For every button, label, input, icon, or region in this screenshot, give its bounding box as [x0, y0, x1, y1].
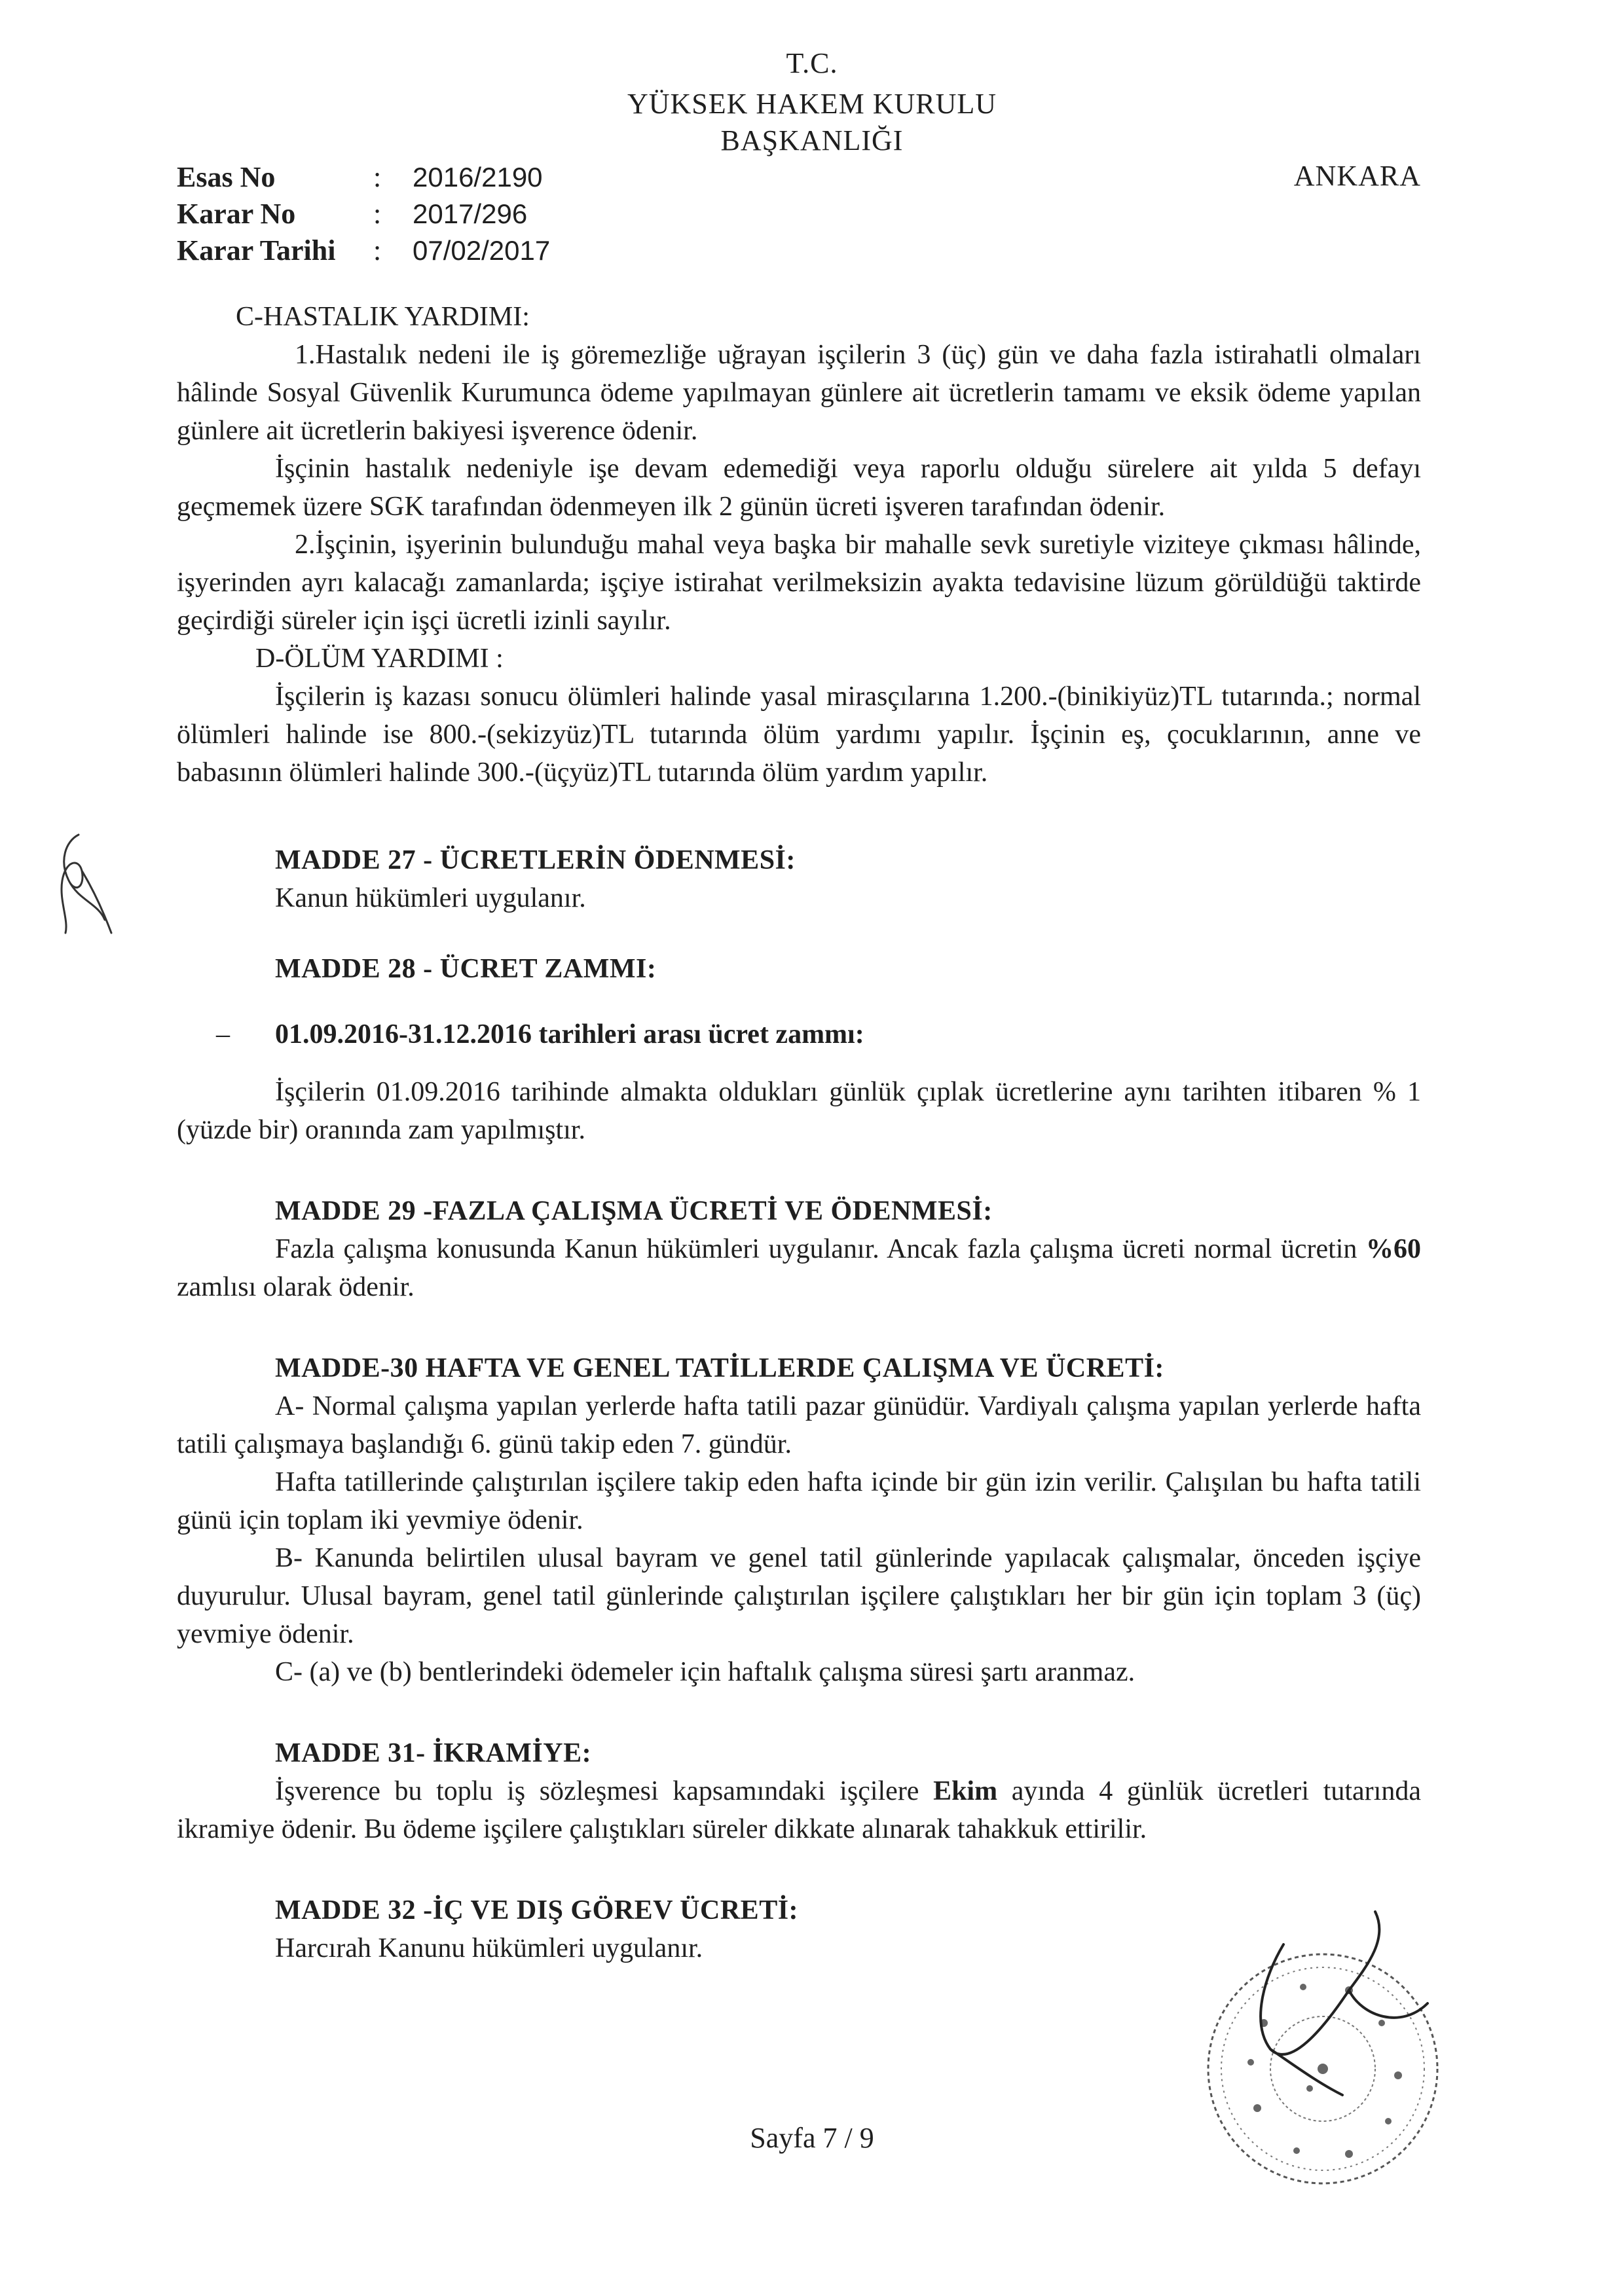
section-c-title: C-HASTALIK YARDIMI:: [236, 302, 530, 332]
section-d-paragraph-1: İşçilerin iş kazası sonucu ölümleri halinde yasal mirasçılarına 1.200.-(binikiyüz)TL tutarında.; normal ölümleri halinde ise 800.-(sekizyüz)TL tutarında ölüm yardımı yapılır. İşçinin eş, çocuklarının, anne ve babasının ölümleri halinde 300.-(üçyüz)TL tutarında ölüm yardım yapılır.: [177, 682, 1421, 788]
madde-31-title: MADDE 31- İKRAMİYE:: [275, 1738, 592, 1768]
header-presidency: BAŞKANLIĞI: [720, 124, 904, 156]
page-number: Sayfa 7 / 9: [750, 2122, 874, 2154]
madde-32-paragraph: Harcırah Kanunu hükümleri uygulanır.: [275, 1933, 703, 1963]
meta-colon: :: [373, 234, 382, 266]
meta-value: 07/02/2017: [413, 235, 551, 266]
document-body: [177, 298, 1421, 1967]
madde-31-month: Ekim: [933, 1776, 998, 1806]
madde-30-paragraph-a2: Hafta tatillerinde çalıştırılan işçilere takip eden hafta içinde bir gün izin verilir. Çalışılan bu hafta tatili günü için toplam iki yevmiye ödenir.: [177, 1467, 1421, 1535]
madde-31-paragraph: [177, 1772, 1421, 1848]
madde-27-paragraph: Kanun hükümleri uygulanır.: [275, 883, 586, 913]
meta-label: Esas No: [177, 161, 276, 193]
madde-27-title: MADDE 27 - ÜCRETLERİN ÖDENMESİ:: [275, 845, 796, 875]
madde-29-rate: %60: [1366, 1234, 1421, 1264]
section-c-paragraph-2: İşçinin hastalık nedeniyle işe devam edemediği veya raporlu olduğu sürelere ait yılda 5 defayı geçmemek üzere SGK tarafından ödenmeyen ilk 2 günün ücreti işveren tarafından ödenir.: [177, 454, 1421, 522]
madde-29-text-c: zamlısı olarak ödenir.: [177, 1272, 415, 1302]
handwritten-signature: [39, 822, 138, 939]
meta-label: Karar Tarihi: [177, 234, 336, 266]
header-tc: T.C.: [786, 47, 838, 79]
madde-30-paragraph-a: A- Normal çalışma yapılan yerlerde hafta tatili pazar günüdür. Vardiyalı çalışma yapılan yerlerde hafta tatili çalışmaya başlandığı 6. günü takip eden 7. gündür.: [177, 1391, 1421, 1459]
madde-31-text-c: ayında 4 günlük ücretleri tutarında ikramiye ödenir. Bu ödeme işçilere çalıştıkları süreler dikkate alınarak tahakkuk ettirilir.: [177, 1776, 1421, 1844]
meta-row-esas: [177, 159, 550, 196]
header-institution: YÜKSEK HAKEM KURULU: [627, 88, 997, 120]
madde-28-paragraph: İşçilerin 01.09.2016 tarihinde almakta oldukları günlük çıplak ücretlerine aynı tarihten itibaren % 1 (yüzde bir) oranında zam yapılmıştır.: [177, 1077, 1421, 1145]
madde-28-subheading: [177, 1015, 1421, 1053]
header-city: ANKARA: [1293, 160, 1421, 192]
madde-29-title: MADDE 29 -FAZLA ÇALIŞMA ÜCRETİ VE ÖDENMESİ:: [275, 1196, 993, 1226]
madde-32-title: MADDE 32 -İÇ VE DIŞ GÖREV ÜCRETİ:: [275, 1895, 799, 1925]
madde-31-text-a: İşverence bu toplu iş sözleşmesi kapsamındaki işçilere: [275, 1776, 934, 1806]
meta-colon: :: [373, 161, 382, 193]
madde-28-title: MADDE 28 - ÜCRET ZAMMI:: [275, 954, 657, 984]
meta-row-karar: [177, 196, 550, 232]
meta-value: 2016/2190: [413, 162, 543, 192]
madde-29-paragraph: [177, 1230, 1421, 1306]
case-meta: [177, 159, 550, 269]
madde-28-subtitle: 01.09.2016-31.12.2016 tarihleri arası ücret zammı:: [275, 1019, 864, 1049]
meta-label: Karar No: [177, 198, 296, 230]
madde-29-text-a: Fazla çalışma konusunda Kanun hükümleri uygulanır. Ancak fazla çalışma ücreti normal ücretin: [275, 1234, 1366, 1264]
madde-30-title: MADDE-30 HAFTA VE GENEL TATİLLERDE ÇALIŞMA VE ÜCRETİ:: [275, 1353, 1164, 1383]
meta-row-tarih: [177, 232, 550, 269]
madde-30-paragraph-c: C- (a) ve (b) bentlerindeki ödemeler için haftalık çalışma süresi şartı aranmaz.: [275, 1657, 1135, 1687]
official-stamp: [1153, 1899, 1480, 2193]
meta-value: 2017/296: [413, 198, 528, 229]
section-c-paragraph-1: 1.Hastalık nedeni ile iş göremezliğe uğrayan işçilerin 3 (üç) gün ve daha fazla istirahatli olmaları hâlinde Sosyal Güvenlik Kurumunca ödeme yapılmayan günlere ait ücretlerin tamamı ve eksik ödeme yapılan günlere ait ücretlerin bakiyesi işverence ödenir.: [177, 340, 1421, 446]
section-d-title: D-ÖLÜM YARDIMI :: [255, 644, 504, 674]
section-c-paragraph-3: 2.İşçinin, işyerinin bulunduğu mahal veya başka bir mahalle sevk suretiyle viziteye çıkması hâlinde, işyerinden ayrı kalacağı zamanlarda; işçiye istirahat verilmeksizin ayakta tedavisine lüzum görüldüğü taktirde geçirdiği süreler için işçi ücretli izinli sayılır.: [177, 530, 1421, 636]
dash-bullet: –: [216, 1019, 230, 1049]
meta-colon: :: [373, 198, 382, 230]
madde-30-paragraph-b: B- Kanunda belirtilen ulusal bayram ve genel tatil günlerinde yapılacak çalışmalar, önceden işçiye duyurulur. Ulusal bayram, genel tatil günlerinde çalıştırılan işçilere çalıştıkları her bir gün için toplam 3 (üç) yevmiye ödenir.: [177, 1543, 1421, 1649]
